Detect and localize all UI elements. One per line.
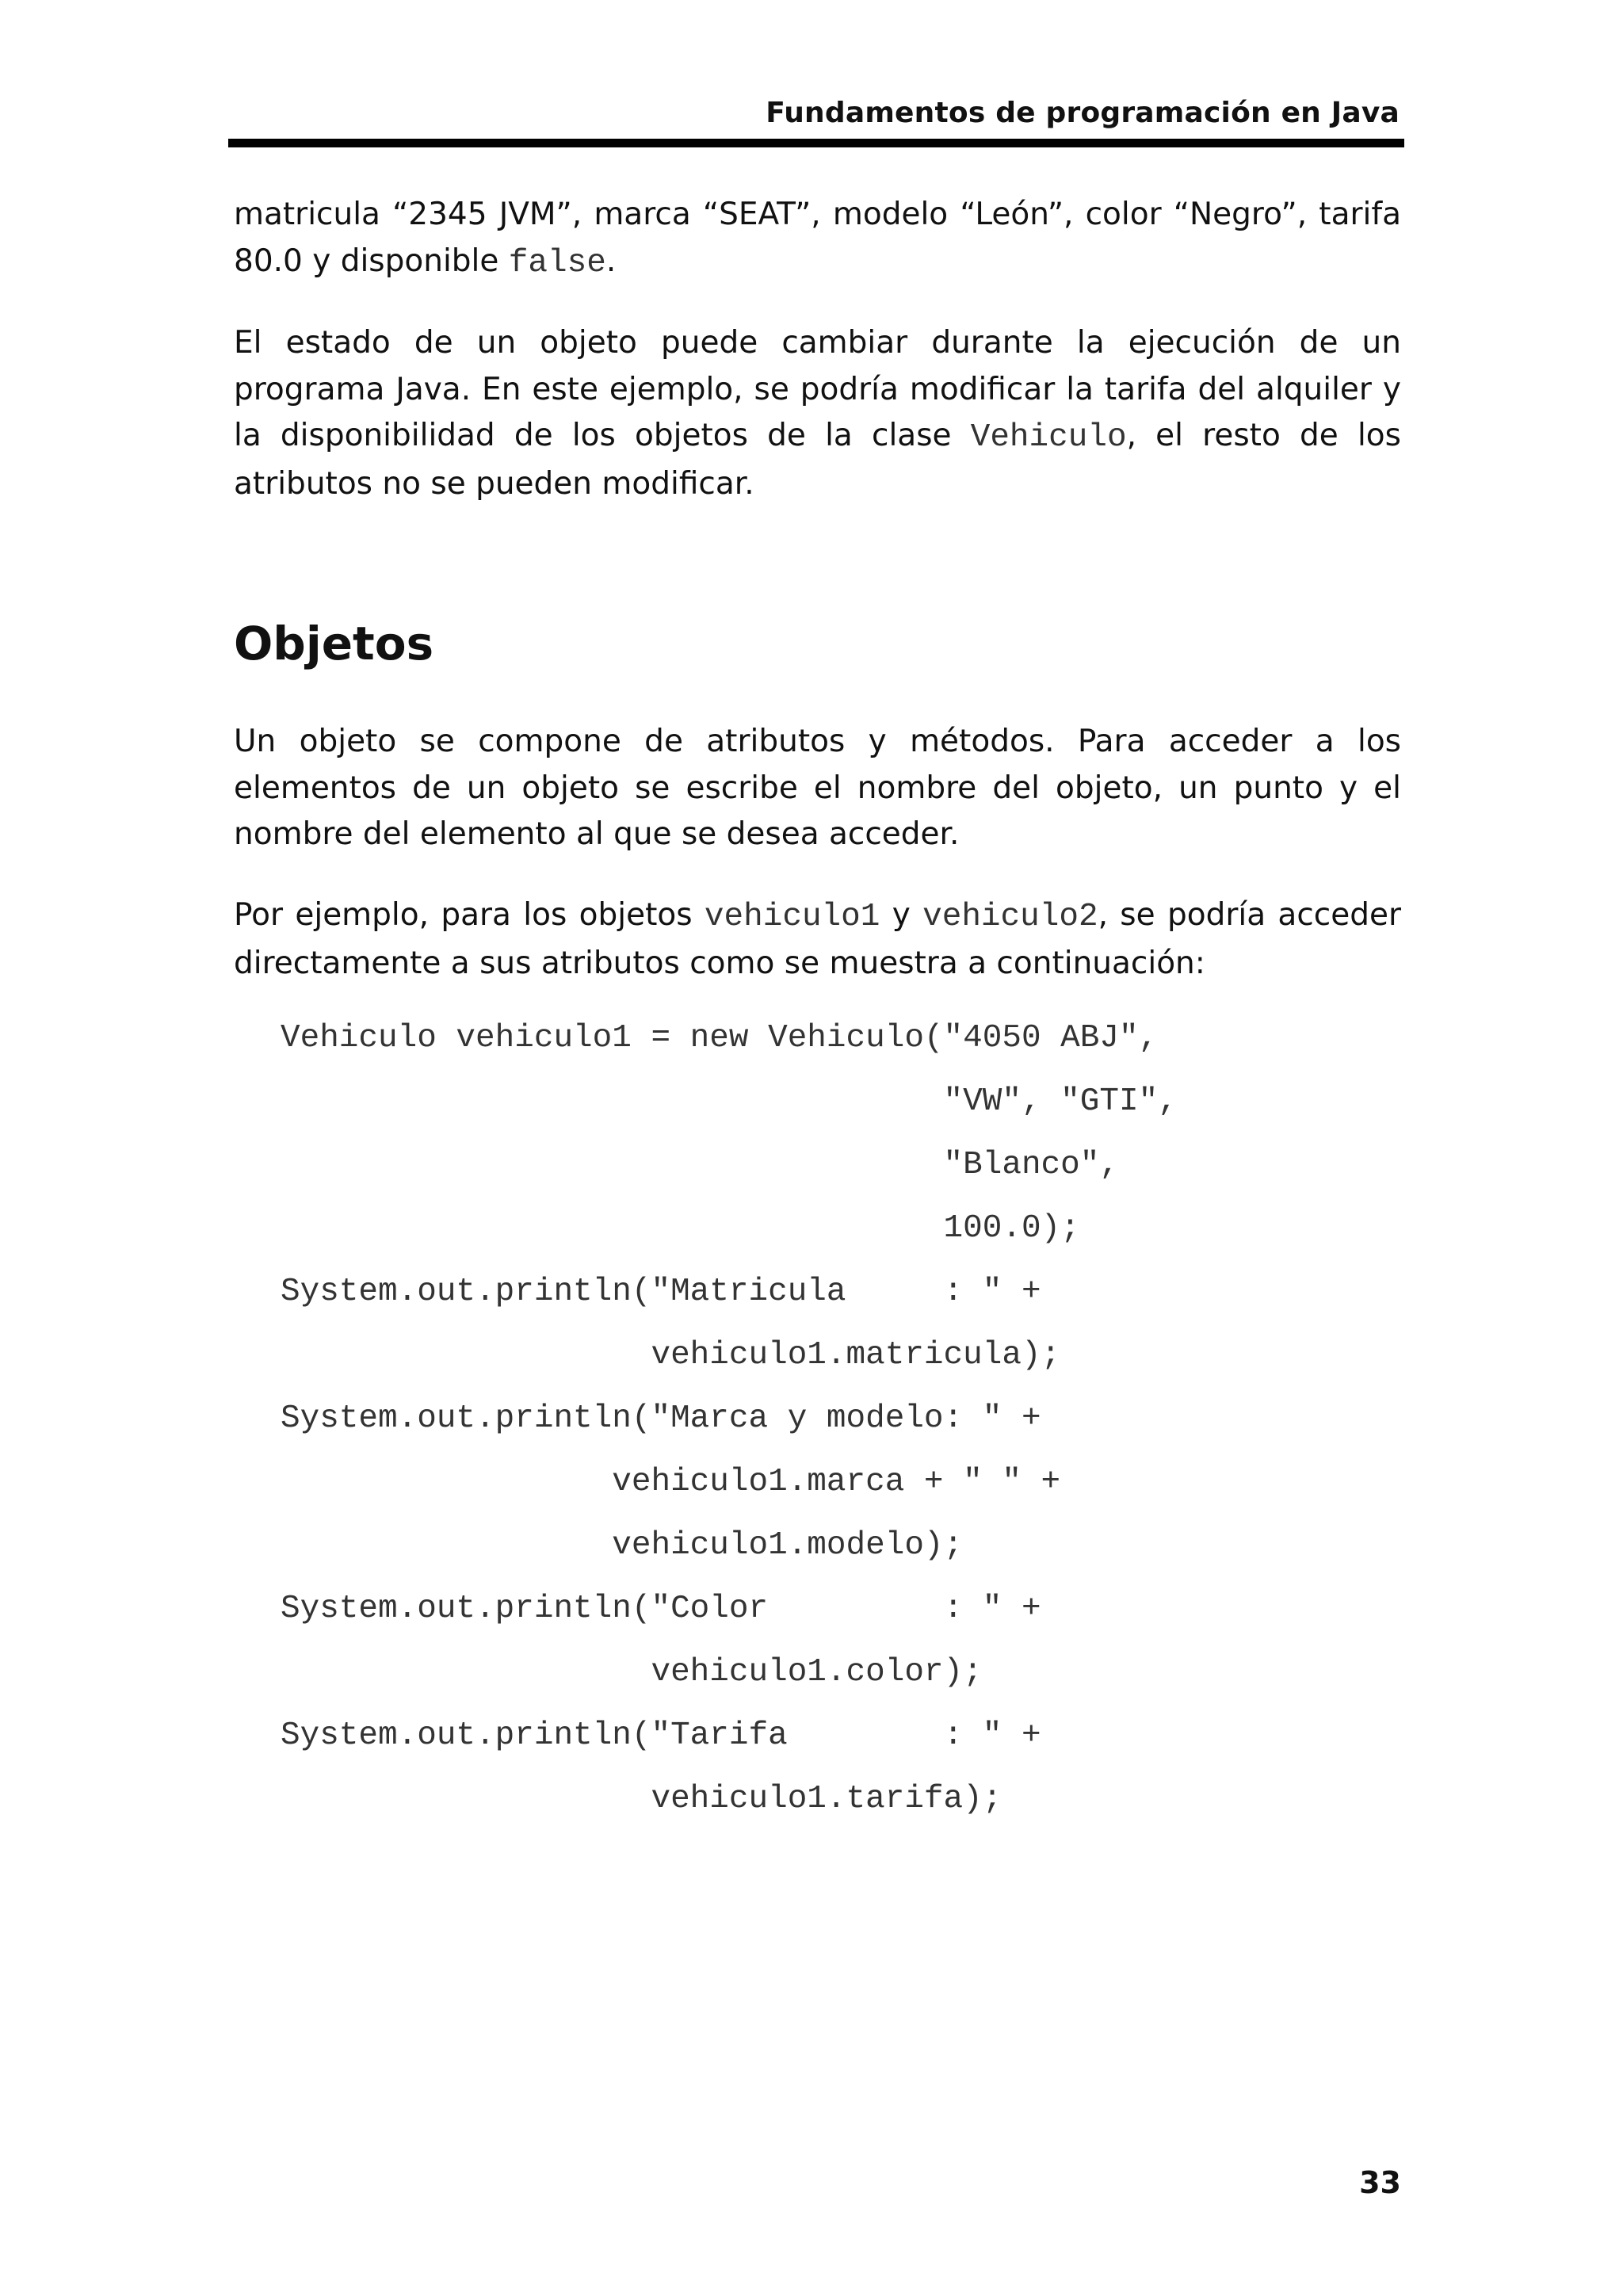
- code-block: [281, 1007, 1178, 1831]
- inline-code-vehiculo1: vehiculo1: [704, 899, 880, 935]
- header-rule: [228, 139, 1404, 147]
- inline-code-vehiculo: Vehiculo: [970, 419, 1127, 456]
- section-heading: Objetos: [234, 617, 434, 670]
- paragraph-text: Por ejemplo, para los objetos: [234, 897, 705, 933]
- code-line: Vehiculo vehiculo1 = new Vehiculo("4050 ABJ",: [281, 1020, 1159, 1056]
- code-line: vehiculo1.tarifa);: [281, 1781, 1002, 1817]
- code-line: "Blanco",: [281, 1147, 1119, 1183]
- code-line: vehiculo1.marca + " " +: [281, 1464, 1061, 1500]
- code-line: vehiculo1.color);: [281, 1654, 983, 1690]
- code-line: System.out.println("Tarifa : " +: [281, 1717, 1041, 1754]
- code-line: System.out.println("Marca y modelo: " +: [281, 1400, 1041, 1437]
- code-line: System.out.println("Color : " +: [281, 1591, 1041, 1627]
- page-number: 33: [1359, 2165, 1401, 2200]
- paragraph-text: , el resto de los atributos no se pueden modificar.: [234, 418, 1401, 502]
- code-line: vehiculo1.modelo);: [281, 1527, 964, 1564]
- paragraph-object-state: [234, 320, 1401, 507]
- inline-code-vehiculo2: vehiculo2: [922, 899, 1098, 935]
- paragraph-text: matricula “2345 JVM”, marca “SEAT”, modelo “León”, color “Negro”, tarifa 80.0 y disponible: [234, 197, 1401, 279]
- paragraph-text: , se podría acceder directamente a sus atributos como se muestra a continuación:: [234, 897, 1401, 981]
- paragraph-vehicle-state: [234, 192, 1401, 286]
- paragraph-text: y: [880, 897, 923, 933]
- paragraph-text: Un objeto se compone de atributos y métodos. Para acceder a los elementos de un objeto se escribe el nombre del objeto, un punto y el nombre del elemento al que se desea acceder.: [234, 724, 1401, 852]
- paragraph-example-intro: [234, 892, 1401, 987]
- paragraph-text: .: [605, 243, 617, 279]
- running-header: Fundamentos de programación en Java: [766, 97, 1400, 129]
- paragraph-text: El estado de un objeto puede cambiar durante la ejecución de un programa Java. En este ejemplo, se podría modificar la tarifa del alquiler y la disponibilidad de los objetos de la clase: [234, 325, 1401, 453]
- code-line: vehiculo1.matricula);: [281, 1337, 1061, 1373]
- code-line: System.out.println("Matricula : " +: [281, 1274, 1041, 1310]
- inline-code-false: false: [508, 244, 606, 281]
- paragraph-object-definition: [234, 719, 1401, 858]
- code-line: 100.0);: [281, 1210, 1080, 1247]
- code-line: "VW", "GTI",: [281, 1083, 1178, 1120]
